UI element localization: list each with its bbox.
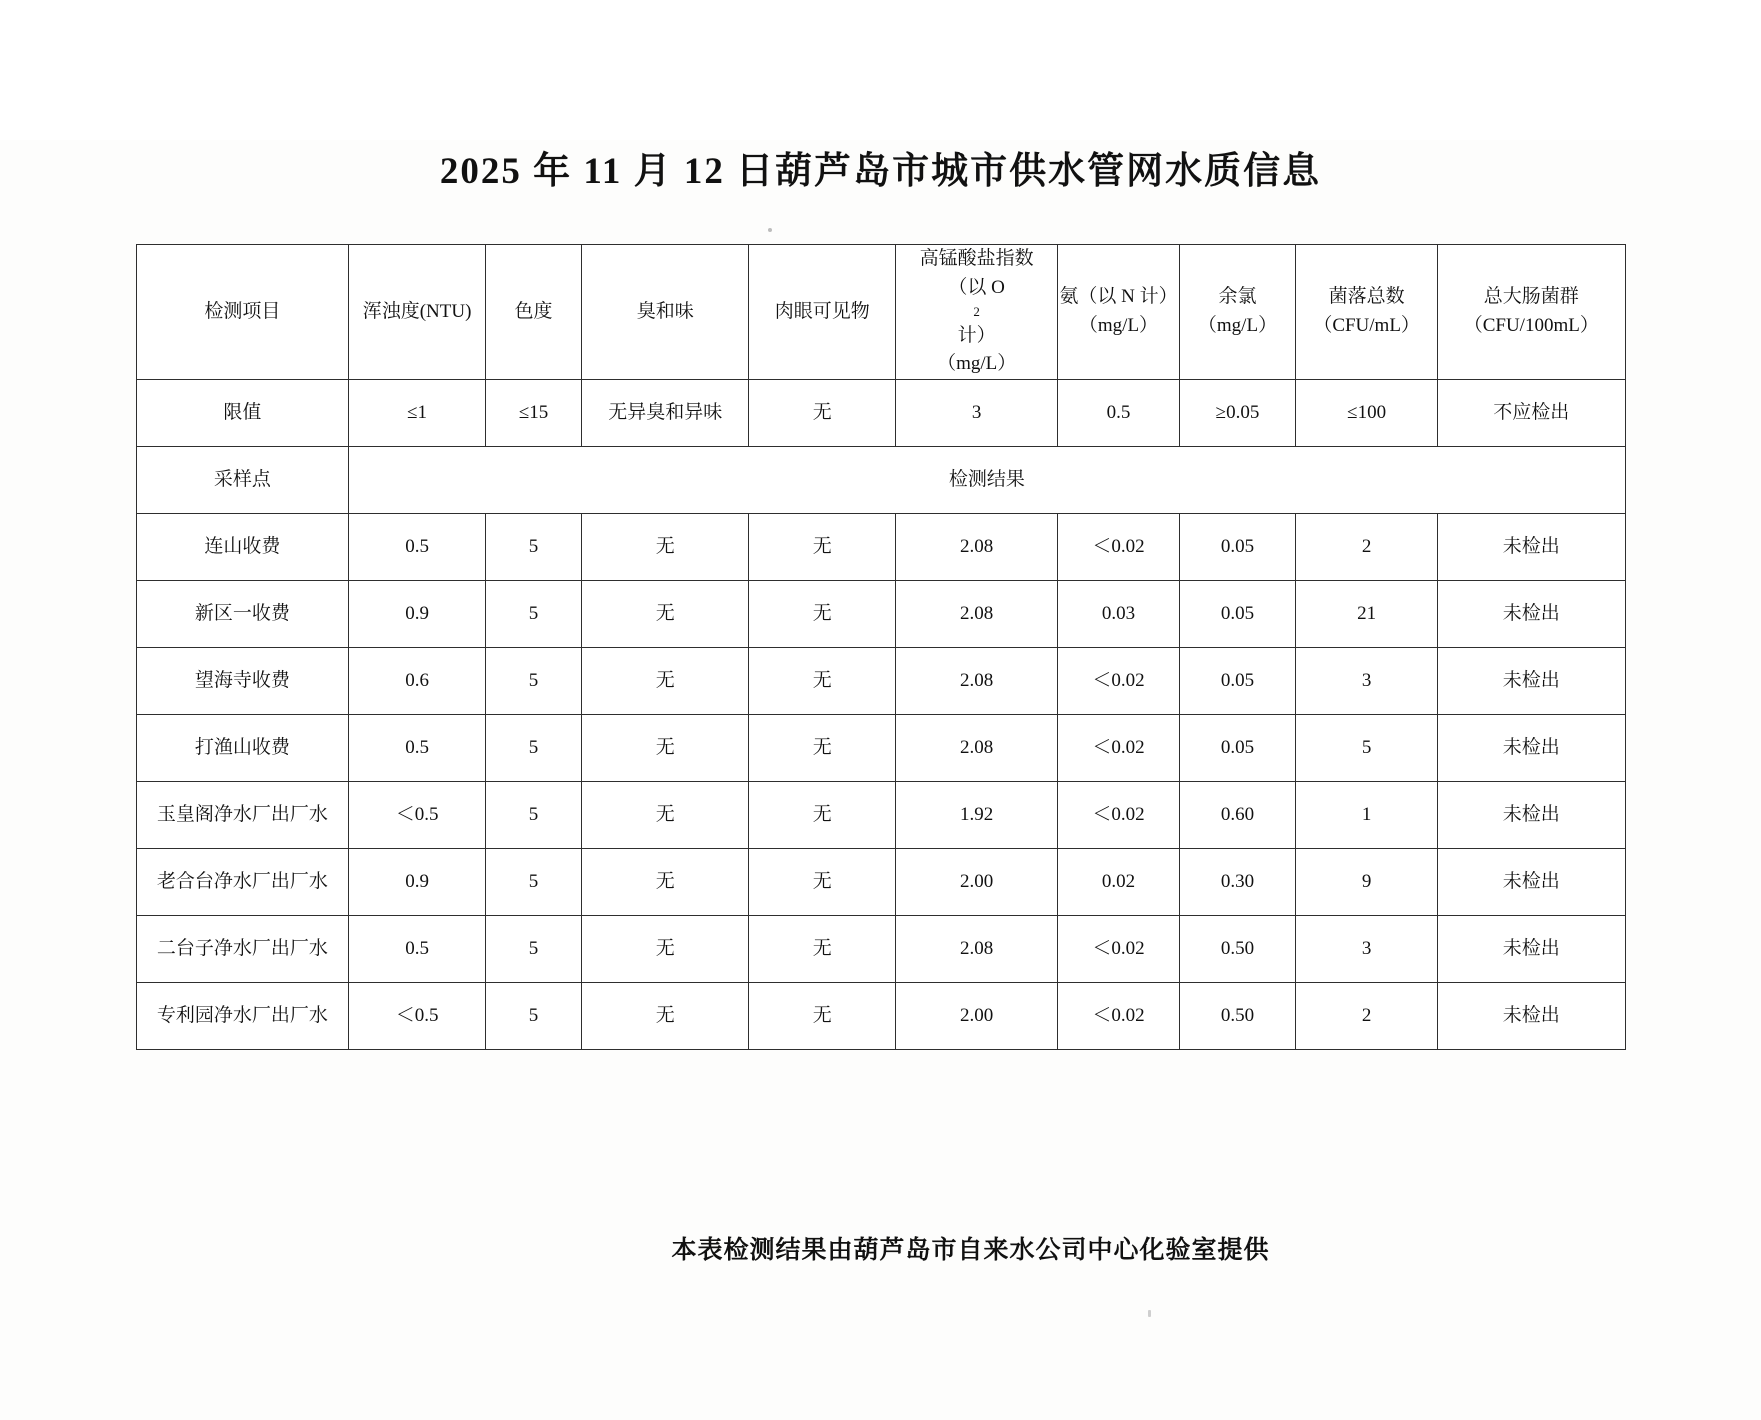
cell-visible: 无 bbox=[749, 580, 896, 647]
cell-odor: 无 bbox=[582, 781, 749, 848]
cell-chlorine: 0.05 bbox=[1179, 513, 1295, 580]
limit-row bbox=[136, 379, 1625, 446]
cell-colony: 2 bbox=[1296, 513, 1438, 580]
table-row bbox=[136, 647, 1625, 714]
header-cell-permanganate bbox=[896, 245, 1058, 380]
footnote: 本表检测结果由葫芦岛市自来水公司中心化验室提供 bbox=[671, 1237, 1270, 1264]
cell-chlorine: 0.05 bbox=[1179, 714, 1295, 781]
cell-visible: 无 bbox=[749, 915, 896, 982]
coliform-line-2: （CFU/100mL） bbox=[1463, 314, 1599, 336]
permanganate-line-3: （mg/L） bbox=[937, 353, 1017, 374]
table-header-row bbox=[136, 245, 1625, 380]
table-row bbox=[136, 513, 1625, 580]
cell-odor: 无 bbox=[582, 513, 749, 580]
table-row bbox=[136, 781, 1625, 848]
cell-odor: 无 bbox=[582, 848, 749, 915]
page-title: 2025 年 11 月 12 日葫芦岛市城市供水管网水质信息 bbox=[439, 151, 1322, 192]
header-cell-visible: 肉眼可见物 bbox=[749, 245, 896, 380]
cell-coliform: 未检出 bbox=[1438, 580, 1625, 647]
limit-visible: 无 bbox=[749, 379, 896, 446]
scan-speck bbox=[768, 228, 772, 232]
limit-coliform: 不应检出 bbox=[1438, 379, 1625, 446]
cell-colony: 3 bbox=[1296, 647, 1438, 714]
limit-permanganate: 3 bbox=[896, 379, 1058, 446]
cell-coliform: 未检出 bbox=[1438, 982, 1625, 1049]
table-row bbox=[136, 580, 1625, 647]
cell-turbidity: 0.9 bbox=[349, 848, 486, 915]
header-cell-coliform bbox=[1438, 245, 1625, 380]
cell-permanganate: 1.92 bbox=[896, 781, 1058, 848]
cell-colony: 5 bbox=[1296, 714, 1438, 781]
sample-point-name: 老合台净水厂出厂水 bbox=[136, 848, 349, 915]
limit-chlorine: ≥0.05 bbox=[1179, 379, 1295, 446]
sample-point-name: 打渔山收费 bbox=[136, 714, 349, 781]
cell-coliform: 未检出 bbox=[1438, 513, 1625, 580]
cell-permanganate: 2.08 bbox=[896, 580, 1058, 647]
cell-visible: 无 bbox=[749, 982, 896, 1049]
cell-turbidity: 0.5 bbox=[349, 714, 486, 781]
cell-coliform: 未检出 bbox=[1438, 781, 1625, 848]
header-cell-chroma: 色度 bbox=[485, 245, 581, 380]
cell-chroma: 5 bbox=[485, 781, 581, 848]
cell-chroma: 5 bbox=[485, 915, 581, 982]
cell-visible: 无 bbox=[749, 513, 896, 580]
limit-colony: ≤100 bbox=[1296, 379, 1438, 446]
water-quality-table bbox=[136, 244, 1626, 1050]
limit-chroma: ≤15 bbox=[485, 379, 581, 446]
cell-odor: 无 bbox=[582, 714, 749, 781]
cell-chroma: 5 bbox=[485, 982, 581, 1049]
cell-colony: 9 bbox=[1296, 848, 1438, 915]
scan-speck bbox=[1148, 1310, 1151, 1317]
permanganate-line-2b: 计） bbox=[957, 324, 996, 346]
water-quality-table-wrapper bbox=[136, 244, 1626, 1050]
cell-permanganate: 2.00 bbox=[896, 982, 1058, 1049]
cell-chlorine: 0.05 bbox=[1179, 647, 1295, 714]
header-cell-colony-count bbox=[1296, 245, 1438, 380]
sample-point-label: 采样点 bbox=[136, 446, 349, 513]
cell-turbidity: 0.6 bbox=[349, 647, 486, 714]
cell-chlorine: 0.50 bbox=[1179, 982, 1295, 1049]
cell-turbidity: ＜0.5 bbox=[349, 781, 486, 848]
cell-permanganate: 2.08 bbox=[896, 915, 1058, 982]
chlorine-line-2: （mg/L） bbox=[1197, 314, 1278, 336]
cell-colony: 1 bbox=[1296, 781, 1438, 848]
cell-odor: 无 bbox=[582, 982, 749, 1049]
sample-point-name: 连山收费 bbox=[136, 513, 349, 580]
cell-ammonia: ＜0.02 bbox=[1058, 982, 1180, 1049]
cell-chlorine: 0.50 bbox=[1179, 915, 1295, 982]
cell-odor: 无 bbox=[582, 647, 749, 714]
sample-point-name: 玉皇阁净水厂出厂水 bbox=[136, 781, 349, 848]
cell-ammonia: ＜0.02 bbox=[1058, 513, 1180, 580]
cell-chroma: 5 bbox=[485, 714, 581, 781]
sample-point-name: 望海寺收费 bbox=[136, 647, 349, 714]
sample-point-header-row bbox=[136, 446, 1625, 513]
cell-chroma: 5 bbox=[485, 848, 581, 915]
cell-turbidity: 0.5 bbox=[349, 915, 486, 982]
ammonia-line-1: 氨（以 N 计） bbox=[1059, 286, 1178, 308]
ammonia-line-2: （mg/L） bbox=[1078, 314, 1159, 336]
cell-chlorine: 0.60 bbox=[1179, 781, 1295, 848]
cell-coliform: 未检出 bbox=[1438, 848, 1625, 915]
cell-visible: 无 bbox=[749, 848, 896, 915]
colony-line-1: 菌落总数 bbox=[1328, 286, 1405, 308]
header-cell-item: 检测项目 bbox=[136, 245, 349, 380]
cell-odor: 无 bbox=[582, 915, 749, 982]
cell-permanganate: 2.08 bbox=[896, 647, 1058, 714]
chlorine-line-1: 余氯 bbox=[1218, 286, 1257, 308]
header-cell-turbidity: 浑浊度(NTU) bbox=[349, 245, 486, 380]
cell-ammonia: ＜0.02 bbox=[1058, 714, 1180, 781]
permanganate-line-1: 高锰酸盐指数 bbox=[919, 248, 1034, 269]
cell-visible: 无 bbox=[749, 781, 896, 848]
colony-line-2: （CFU/mL） bbox=[1313, 314, 1420, 336]
header-cell-odor: 臭和味 bbox=[582, 245, 749, 380]
cell-colony: 3 bbox=[1296, 915, 1438, 982]
cell-permanganate: 2.08 bbox=[896, 714, 1058, 781]
cell-chroma: 5 bbox=[485, 647, 581, 714]
sample-point-name: 专利园净水厂出厂水 bbox=[136, 982, 349, 1049]
header-cell-ammonia bbox=[1058, 245, 1180, 380]
document-page bbox=[0, 140, 1761, 1420]
permanganate-line-2a: （以 O bbox=[948, 276, 1005, 298]
cell-permanganate: 2.00 bbox=[896, 848, 1058, 915]
cell-ammonia: ＜0.02 bbox=[1058, 647, 1180, 714]
cell-chlorine: 0.05 bbox=[1179, 580, 1295, 647]
cell-permanganate: 2.08 bbox=[896, 513, 1058, 580]
coliform-line-1: 总大肠菌群 bbox=[1483, 286, 1579, 308]
cell-odor: 无 bbox=[582, 580, 749, 647]
header-cell-residual-chlorine bbox=[1179, 245, 1295, 380]
cell-turbidity: 0.9 bbox=[349, 580, 486, 647]
sample-point-name: 二台子净水厂出厂水 bbox=[136, 915, 349, 982]
permanganate-line-2 bbox=[948, 274, 1004, 351]
cell-coliform: 未检出 bbox=[1438, 647, 1625, 714]
cell-chroma: 5 bbox=[485, 513, 581, 580]
cell-chlorine: 0.30 bbox=[1179, 848, 1295, 915]
cell-ammonia: ＜0.02 bbox=[1058, 915, 1180, 982]
cell-ammonia: 0.02 bbox=[1058, 848, 1180, 915]
cell-turbidity: ＜0.5 bbox=[349, 982, 486, 1049]
cell-ammonia: 0.03 bbox=[1058, 580, 1180, 647]
table-row bbox=[136, 982, 1625, 1049]
cell-coliform: 未检出 bbox=[1438, 915, 1625, 982]
permanganate-subscript: 2 bbox=[973, 304, 980, 319]
cell-turbidity: 0.5 bbox=[349, 513, 486, 580]
limit-turbidity: ≤1 bbox=[349, 379, 486, 446]
cell-coliform: 未检出 bbox=[1438, 714, 1625, 781]
test-result-label: 检测结果 bbox=[349, 446, 1625, 513]
cell-ammonia: ＜0.02 bbox=[1058, 781, 1180, 848]
cell-chroma: 5 bbox=[485, 580, 581, 647]
cell-colony: 21 bbox=[1296, 580, 1438, 647]
sample-point-name: 新区一收费 bbox=[136, 580, 349, 647]
table-row bbox=[136, 915, 1625, 982]
table-row bbox=[136, 714, 1625, 781]
table-row bbox=[136, 848, 1625, 915]
limit-ammonia: 0.5 bbox=[1058, 379, 1180, 446]
limit-label: 限值 bbox=[136, 379, 349, 446]
cell-colony: 2 bbox=[1296, 982, 1438, 1049]
limit-odor: 无异臭和异味 bbox=[582, 379, 749, 446]
cell-visible: 无 bbox=[749, 647, 896, 714]
cell-visible: 无 bbox=[749, 714, 896, 781]
